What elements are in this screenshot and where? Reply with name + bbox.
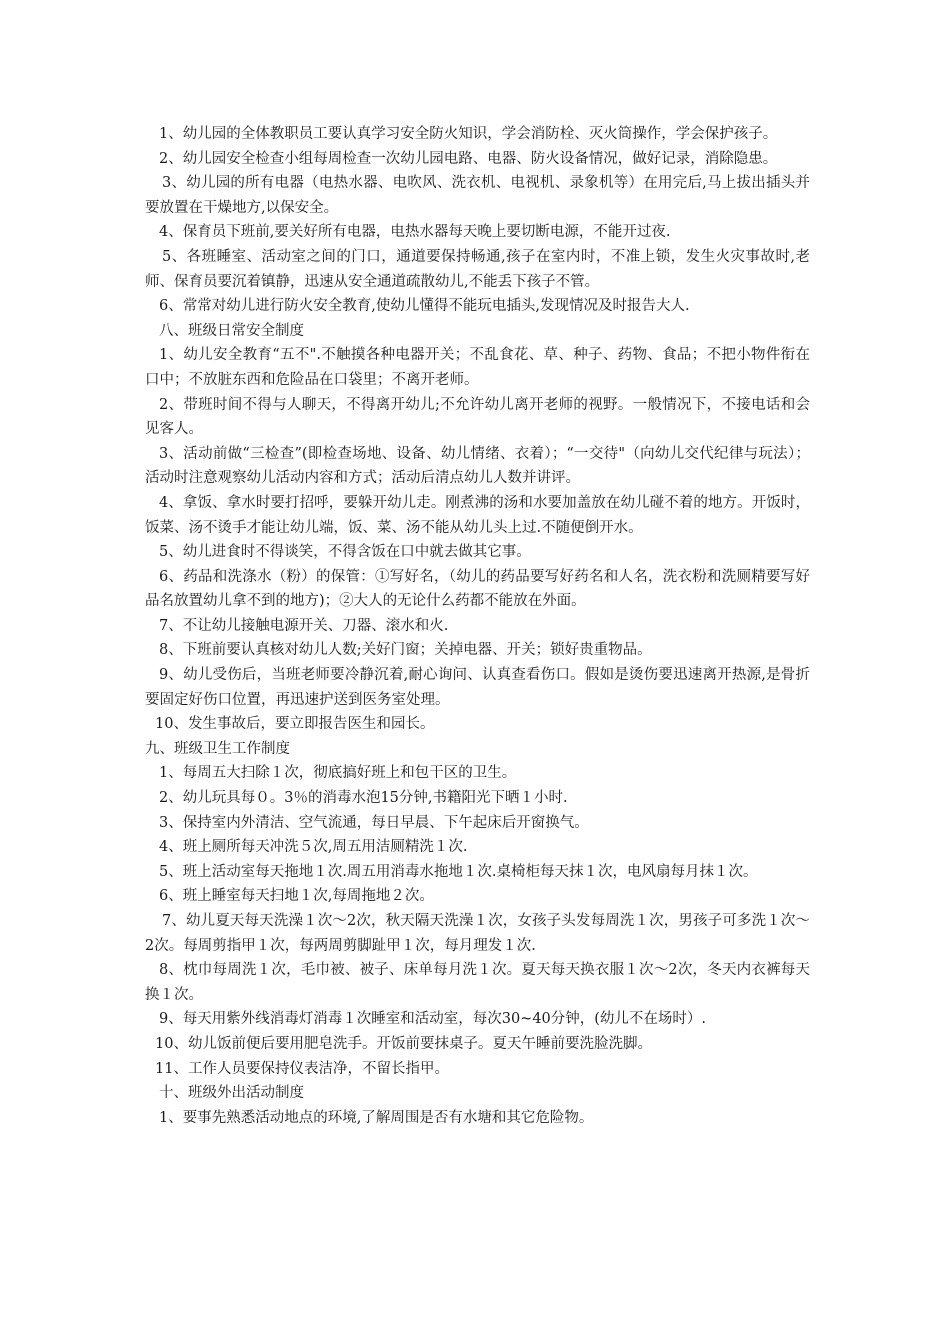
paragraph: 8、下班前要认真核对幼儿人数;关好门窗；关掉电器、开关；锁好贵重物品。 — [159, 642, 652, 659]
paragraph: 5、班上活动室每天拖地１次.周五用消毒水拖地１次.桌椅柜每天抹１次，电风扇每月抹１次。 — [159, 863, 758, 880]
paragraph: 4、保育员下班前,要关好所有电器，电热水器每天晚上要切断电源，不能开过夜. — [159, 224, 671, 241]
paragraph: 6、班上睡室每天扫地１次,每周拖地２次。 — [159, 888, 434, 905]
paragraph: 3、幼儿园的所有电器（电热水器、电吹风、洗衣机、电视机、录象机等）在用完后,马上拔出插头并要放置在干燥地方,以保安全。 — [145, 175, 810, 216]
document-body — [145, 122, 810, 1130]
paragraph: 2、带班时间不得与人聊天，不得离开幼儿;不允许幼儿离开老师的视野。一般情况下，不接电话和会见客人。 — [145, 396, 810, 438]
paragraph: 9、每天用紫外线消毒灯消毒１次睡室和活动室，每次30~40分钟，(幼儿不在场时）. — [159, 1011, 707, 1028]
paragraph: 1、要事先熟悉活动地点的环境,了解周围是否有水塘和其它危险物。 — [159, 1109, 594, 1126]
paragraph: 2、幼儿园安全检查小组每周检查一次幼儿园电路、电器、防火设备情况，做好记录，消除隐患。 — [159, 150, 778, 167]
paragraph: 2、幼儿玩具每０。3％的消毒水泡15分钟,书籍阳光下晒１小时. — [159, 790, 568, 807]
paragraph: 3、活动前做“三检查”(即检查场地、设备、幼儿情绪、衣着）；“一交待"（向幼儿交代纪律与玩法）；活动时注意观察幼儿活动内容和方式；活动后清点幼儿人数并讲评。 — [145, 445, 810, 487]
section-heading: 九、班级卫生工作制度 — [145, 740, 290, 757]
paragraph: 9、幼儿受伤后，当班老师要冷静沉着,耐心询问、认真查看伤口。假如是烫伤要迅速离开热源,是骨折要固定好伤口位置，再迅速护送到医务室处理。 — [145, 667, 810, 708]
paragraph: 10、发生事故后，要立即报告医生和园长。 — [155, 716, 435, 733]
paragraph: 6、药品和洗涤水（粉）的保管：①写好名，（幼儿的药品要写好药名和人名，洗衣粉和洗厕精要写好品名放置幼儿拿不到的地方)；②大人的无论什么药都不能放在外面。 — [145, 568, 810, 610]
paragraph: 5、各班睡室、活动室之间的门口，通道要保持畅通,孩子在室内时，不准上锁，发生火灾事故时,老师、保育员要沉着镇静，迅速从安全通道疏散幼儿,不能丢下孩子不管。 — [145, 248, 810, 290]
paragraph: 8、枕巾每周洗１次，毛巾被、被子、床单每月洗１次。夏天每天换衣服１次～2次，冬天内衣裤每天换１次。 — [145, 962, 810, 1003]
paragraph: 6、常常对幼儿进行防火安全教育,使幼儿懂得不能玩电插头,发现情况及时报告大人. — [159, 298, 690, 315]
paragraph: 11、工作人员要保持仪表洁净，不留长指甲。 — [155, 1060, 449, 1077]
paragraph: 4、拿饭、拿水时要打招呼，要躲开幼儿走。刚煮沸的汤和水要加盖放在幼儿碰不着的地方。开饭时，饭菜、汤不烫手才能让幼儿端，饭、菜、汤不能从幼儿头上过.不随便倒开水。 — [145, 494, 810, 536]
paragraph: 3、保持室内外清洁、空气流通，每日早晨、下午起床后开窗换气。 — [159, 814, 589, 831]
paragraph: 7、不让幼儿接触电源开关、刀器、滚水和火. — [159, 617, 449, 634]
paragraph: 10、幼儿饭前便后要用肥皂洗手。开饭前要抹桌子。夏天午睡前要洗脸洗脚。 — [155, 1035, 652, 1052]
section-heading: 十、班级外出活动制度 — [159, 1085, 304, 1102]
paragraph: 7、幼儿夏天每天洗澡１次～2次，秋天隔天洗澡１次，女孩子头发每周洗１次，男孩子可多洗１次～2次。每周剪指甲１次，每两周剪脚趾甲１次，每月理发１次. — [145, 913, 810, 954]
paragraph: 4、班上厕所每天冲洗５次,周五用洁厕精洗１次. — [159, 839, 468, 856]
paragraph: 1、每周五大扫除１次，彻底搞好班上和包干区的卫生。 — [159, 765, 517, 782]
section-heading: 八、班级日常安全制度 — [159, 322, 304, 339]
paragraph: 1、幼儿安全教育“五不".不触摸各种电器开关；不乱食花、草、种子、药物、食品；不把小物件衔在口中；不放脏东西和危险品在口袋里；不离开老师。 — [145, 347, 810, 388]
paragraph: 1、幼儿园的全体教职员工要认真学习安全防火知识，学会消防栓、灭火筒操作，学会保护孩子。 — [159, 126, 778, 142]
paragraph: 5、幼儿进食时不得谈笑，不得含饭在口中就去做其它事。 — [159, 544, 531, 561]
